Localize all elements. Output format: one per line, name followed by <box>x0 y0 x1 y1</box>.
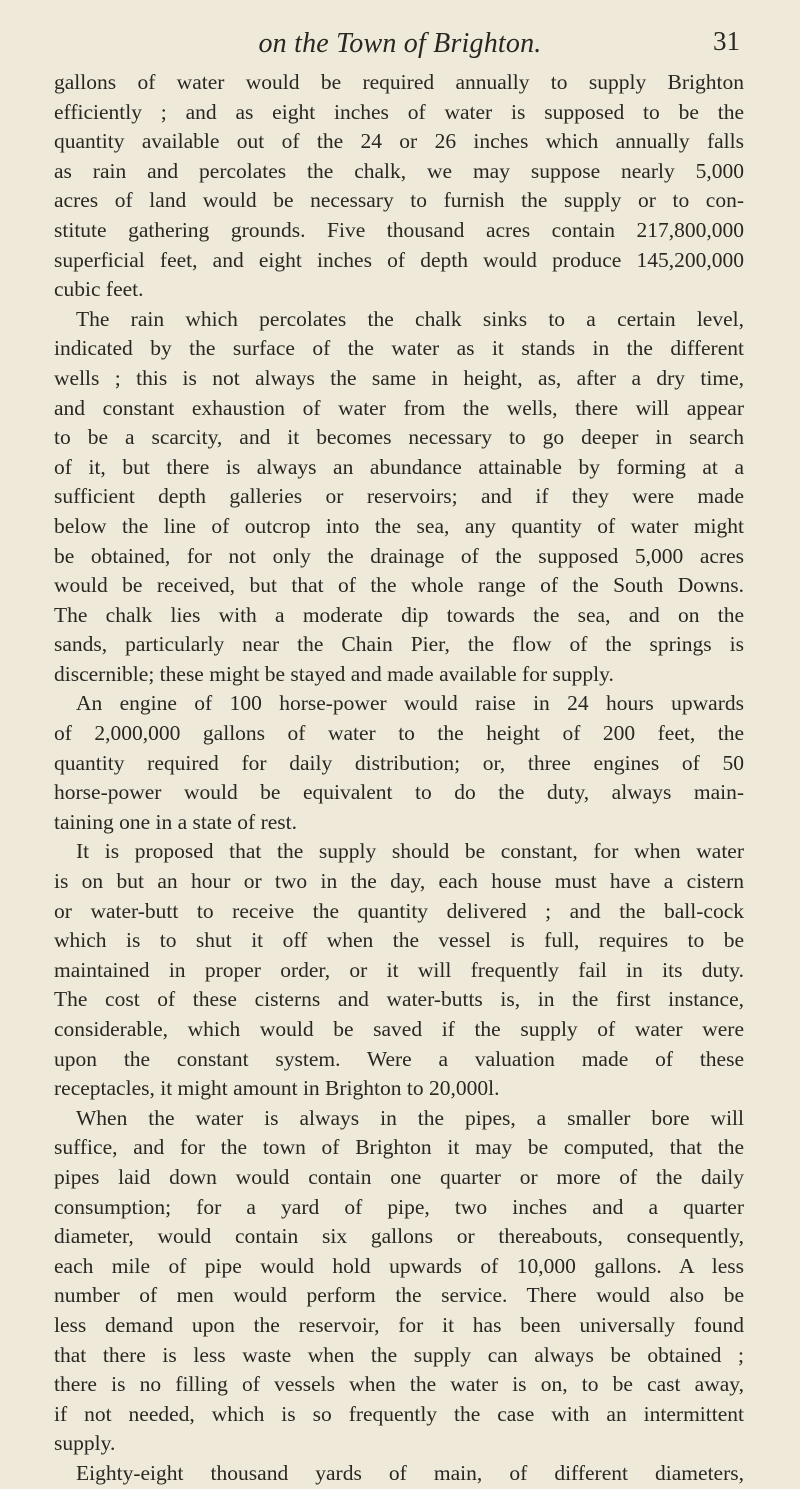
text-line: The rain which percolates the chalk sinks to a certain level, <box>76 306 744 331</box>
text-line: as rain and percolates the chalk, we may suppose nearly 5,000 <box>54 158 744 183</box>
text-line: if not needed, which is so frequently the case with an intermittent <box>54 1401 744 1426</box>
text-line: stitute gathering grounds. Five thousand acres contain 217,800,000 <box>54 217 744 242</box>
text-line: maintained in proper order, or it will frequently fail in its duty. <box>54 957 744 982</box>
text-line: supply. <box>54 1431 116 1456</box>
text-line: below the line of outcrop into the sea, any quantity of water might <box>54 513 744 538</box>
text-line: Eighty-eight thousand yards of main, of different diameters, <box>76 1460 744 1485</box>
text-line: diameter, would contain six gallons or thereabouts, consequently, <box>54 1224 744 1249</box>
text-line: there is no filling of vessels when the water is on, to be cast away, <box>54 1372 744 1397</box>
text-line: of 2,000,000 gallons of water to the height of 200 feet, the <box>54 721 744 746</box>
text-line: When the water is always in the pipes, a smaller bore will <box>76 1105 744 1130</box>
text-line: is on but an hour or two in the day, each house must have a cistern <box>54 869 744 894</box>
text-line: superficial feet, and eight inches of depth would produce 145,200,000 <box>54 247 744 272</box>
running-title: on the Town of Brighton. <box>258 28 542 59</box>
text-line: or water-butt to receive the quantity delivered ; and the ball-cock <box>54 898 744 923</box>
text-line: It is proposed that the supply should be constant, for when water <box>76 839 744 864</box>
page-header <box>60 26 740 66</box>
text-line: each mile of pipe would hold upwards of 10,000 gallons. A less <box>54 1253 744 1278</box>
text-line: that there is less waste when the supply can always be obtained ; <box>54 1342 744 1367</box>
text-line: receptacles, it might amount in Brighton to 20,000l. <box>54 1076 500 1101</box>
text-line: number of men would perform the service. There would also be <box>54 1283 744 1308</box>
page-number: 31 <box>713 26 740 56</box>
text-line: considerable, which would be saved if the supply of water were <box>54 1017 744 1041</box>
text-line: and constant exhaustion of water from the wells, there will appear <box>54 395 744 420</box>
text-line: upon the constant system. Were a valuation made of these <box>54 1046 744 1071</box>
text-line: less demand upon the reservoir, for it has been universally found <box>54 1312 744 1337</box>
text-line: consumption; for a yard of pipe, two inches and a quarter <box>54 1194 744 1219</box>
text-line: to be a scarcity, and it becomes necessary to go deeper in search <box>54 425 744 450</box>
text-line: An engine of 100 horse-power would raise in 24 hours upwards <box>76 691 744 716</box>
text-line: taining one in a state of rest. <box>54 809 297 834</box>
text-line: cubic feet. <box>54 277 144 302</box>
text-line: which is to shut it off when the vessel is full, requires to be <box>54 928 744 953</box>
text-line: be obtained, for not only the drainage of the supposed 5,000 acres <box>54 543 744 568</box>
text-line: of it, but there is always an abundance attainable by forming at a <box>54 454 744 479</box>
text-line: horse-power would be equivalent to do the duty, always main- <box>54 780 744 805</box>
text-line: quantity available out of the 24 or 26 inches which annually falls <box>54 129 744 154</box>
text-line: discernible; these might be stayed and made available for supply. <box>54 661 614 686</box>
text-line: sufficient depth galleries or reservoirs; and if they were made <box>54 484 744 509</box>
text-line: wells ; this is not always the same in height, as, after a dry time, <box>54 365 744 390</box>
text-line: sands, particularly near the Chain Pier, the flow of the springs is <box>54 632 744 657</box>
text-line: The cost of these cisterns and water-butts is, in the first instance, <box>54 987 744 1012</box>
text-line: pipes laid down would contain one quarter or more of the daily <box>54 1164 744 1189</box>
text-line: acres of land would be necessary to furnish the supply or to con- <box>54 188 744 213</box>
body-text <box>54 68 744 1489</box>
text-line: suffice, and for the town of Brighton it may be computed, that the <box>54 1135 744 1160</box>
text-line: quantity required for daily distribution; or, three engines of 50 <box>54 750 744 775</box>
text-line: The chalk lies with a moderate dip towards the sea, and on the <box>54 602 744 627</box>
text-line: would be received, but that of the whole range of the South Downs. <box>54 573 744 598</box>
text-line: efficiently ; and as eight inches of water is supposed to be the <box>54 99 744 124</box>
text-line: indicated by the surface of the water as it stands in the different <box>54 336 744 361</box>
text-line: gallons of water would be required annually to supply Brighton <box>54 70 744 94</box>
